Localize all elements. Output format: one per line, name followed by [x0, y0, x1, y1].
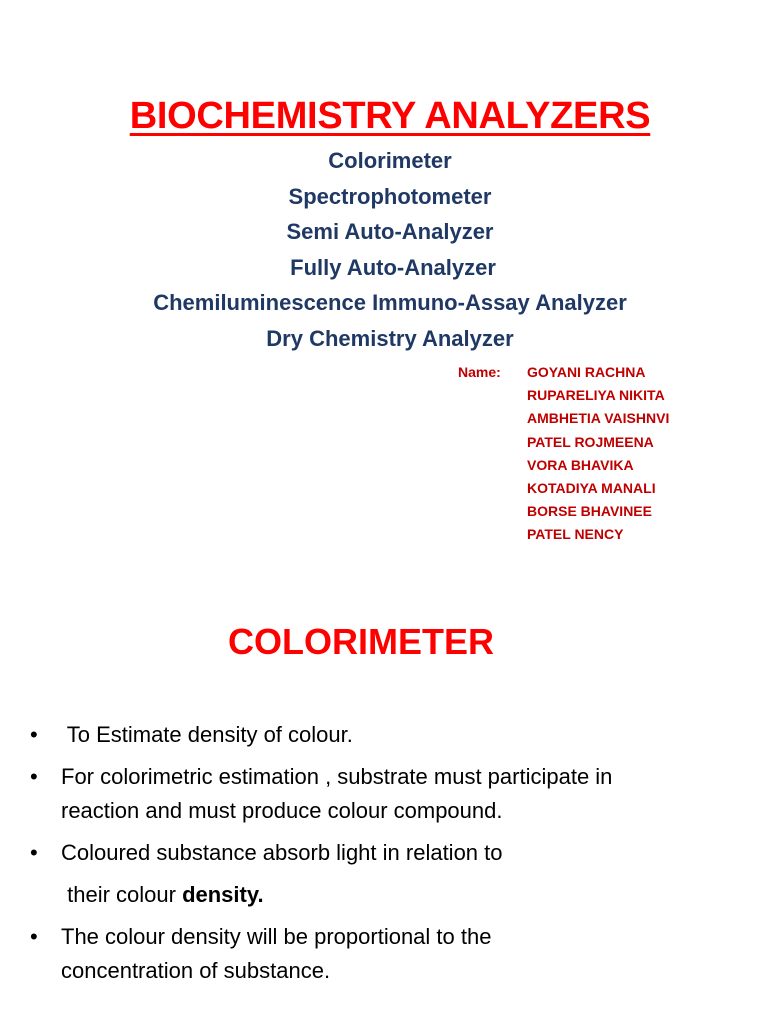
name-item: GOYANI RACHNA: [527, 364, 646, 380]
analyzer-item-semi-auto: Semi Auto-Analyzer: [286, 219, 494, 245]
name-item: AMBHETIA VAISHNVI: [527, 410, 670, 427]
bullet-text-continued: reaction and must produce colour compound.: [61, 798, 503, 823]
name-item: RUPARELIYA NIKITA: [527, 387, 665, 404]
bullet-text: The colour density will be proportional to the: [61, 924, 492, 949]
analyzer-list: [0, 143, 768, 357]
analyzer-item-chemiluminescence: Chemiluminescence Immuno-Assay Analyzer: [153, 290, 627, 316]
bullet-item: [30, 760, 760, 828]
slide-colorimeter: [0, 590, 768, 1024]
bullet-text: Coloured substance absorb light in relation to: [61, 840, 503, 865]
bullet-icon: •: [30, 764, 38, 789]
name-item: KOTADIYA MANALI: [527, 480, 656, 497]
analyzer-item-spectrophotometer: Spectrophotometer: [288, 183, 492, 209]
bullet-text-continued: [61, 878, 760, 912]
bullet-icon: •: [30, 924, 38, 949]
name-item: PATEL ROJMEENA: [527, 433, 654, 450]
page-title: BIOCHEMISTRY ANALYZERS: [129, 95, 651, 137]
names-list: [527, 361, 669, 547]
bullet-text: To Estimate density of colour.: [61, 722, 353, 747]
name-item: BORSE BHAVINEE: [527, 503, 652, 520]
bullet-item: [30, 836, 760, 912]
bullet-item: [30, 920, 760, 988]
bullet-list: [30, 718, 760, 996]
bullet-text: For colorimetric estimation , substrate must participate in: [61, 764, 613, 789]
names-label: Name:: [458, 364, 501, 380]
bullet-text-bold: density.: [182, 882, 264, 907]
analyzer-item-dry-chemistry: Dry Chemistry Analyzer: [266, 325, 514, 351]
section-title: COLORIMETER: [228, 621, 494, 662]
bullet-icon: •: [30, 840, 38, 865]
bullet-icon: •: [30, 722, 38, 747]
analyzer-item-fully-auto: Fully Auto-Analyzer: [284, 254, 496, 280]
name-item: PATEL NENCY: [527, 526, 624, 543]
analyzer-item-colorimeter: Colorimeter: [328, 148, 452, 173]
bullet-text-continued: concentration of substance.: [61, 958, 331, 983]
name-item: VORA BHAVIKA: [527, 456, 634, 473]
bullet-text-plain: their colour: [61, 882, 183, 907]
bullet-item: [30, 718, 760, 752]
